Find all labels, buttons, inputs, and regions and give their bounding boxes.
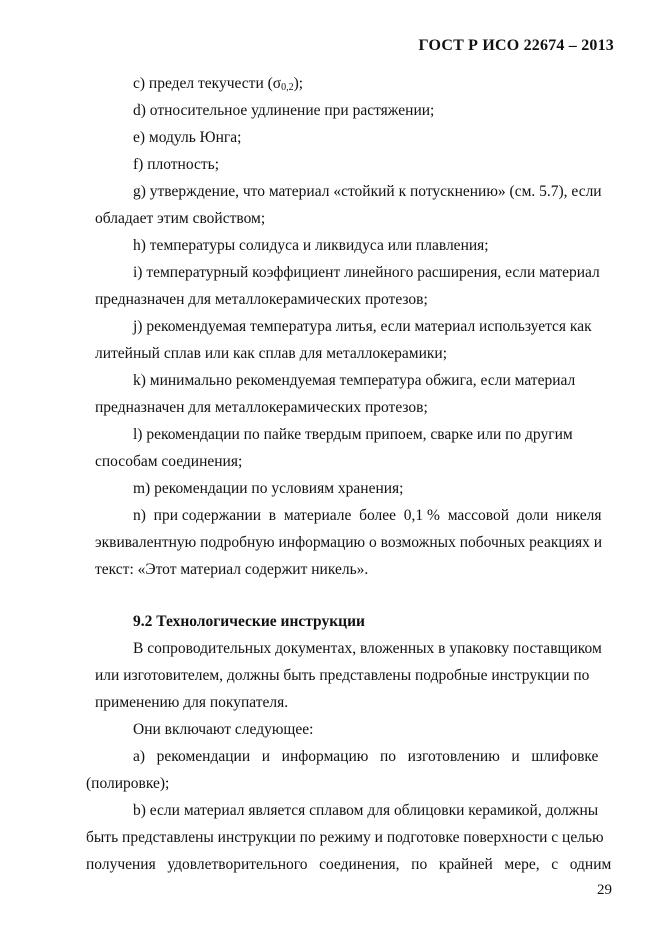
list-item-j-line1: j) рекомендуемая температура литья, если материал используется как bbox=[133, 318, 592, 335]
section-item-a-line1: а) рекомендации и информацию по изготовлению и шлифовке bbox=[133, 748, 599, 765]
list-item-h: h) температуры солидуса и ликвидуса или плавления; bbox=[133, 237, 489, 254]
list-item-i-line2: предназначен для металлокерамических протезов; bbox=[95, 291, 428, 308]
paragraph-2: Они включают следующее: bbox=[133, 721, 314, 738]
section-item-b-line2: быть представлены инструкции по режиму и подготовке поверхности с целью bbox=[86, 829, 604, 846]
section-item-b-line3: получения удовлетворительного соединения, по крайней мере, с одним bbox=[86, 856, 612, 873]
sigma-subscript: 0,2 bbox=[281, 82, 294, 93]
list-item-c-text: c) предел текучести (σ bbox=[133, 75, 282, 92]
list-item-i-line1: i) температурный коэффициент линейного расширения, если материал bbox=[133, 264, 600, 281]
list-item-c bbox=[133, 74, 303, 98]
list-item-m: m) рекомендации по условиям хранения; bbox=[133, 480, 404, 497]
list-item-f: f) плотность; bbox=[133, 156, 220, 173]
list-item-g-line1: g) утверждение, что материал «стойкий к потускнению» (см. 5.7), если bbox=[133, 183, 602, 200]
section-item-a-line2: (полировке); bbox=[86, 775, 170, 792]
page-number: 29 bbox=[597, 882, 612, 898]
list-item-k-line1: k) минимально рекомендуемая температура обжига, если материал bbox=[133, 372, 576, 389]
list-item-c-end: ); bbox=[293, 75, 304, 92]
list-item-e: e) модуль Юнга; bbox=[133, 129, 242, 146]
list-item-l-line1: l) рекомендации по пайке твердым припоем, сварке или по другим bbox=[133, 426, 573, 443]
list-item-k-line2: предназначен для металлокерамических протезов; bbox=[95, 399, 428, 416]
list-item-l-line2: способам соединения; bbox=[95, 453, 243, 470]
list-item-g-line2: обладает этим свойством; bbox=[95, 210, 266, 227]
list-item-n-line3: текст: «Этот материал содержит никель». bbox=[95, 561, 369, 578]
list-item-n-line2: эквивалентную подробную информацию о возможных побочных реакциях и bbox=[95, 534, 602, 551]
section-item-b-line1: b) если материал является сплавом для облицовки керамикой, должны bbox=[133, 802, 599, 819]
paragraph-1-line3: применению для покупателя. bbox=[95, 694, 289, 711]
section-title: 9.2 Технологические инструкции bbox=[133, 613, 365, 630]
list-item-j-line2: литейный сплав или как сплав для металлокерамики; bbox=[95, 345, 448, 362]
document-header: ГОСТ Р ИСО 22674 – 2013 bbox=[418, 37, 614, 54]
paragraph-1-line2: или изготовителем, должны быть представлены подробные инструкции по bbox=[95, 667, 590, 684]
paragraph-1-line1: В сопроводительных документах, вложенных в упаковку поставщиком bbox=[133, 640, 602, 657]
list-item-n-line1: n) при содержании в материале более 0,1 % массовой доли никеля bbox=[133, 507, 602, 524]
list-item-d: d) относительное удлинение при растяжении; bbox=[133, 102, 435, 119]
